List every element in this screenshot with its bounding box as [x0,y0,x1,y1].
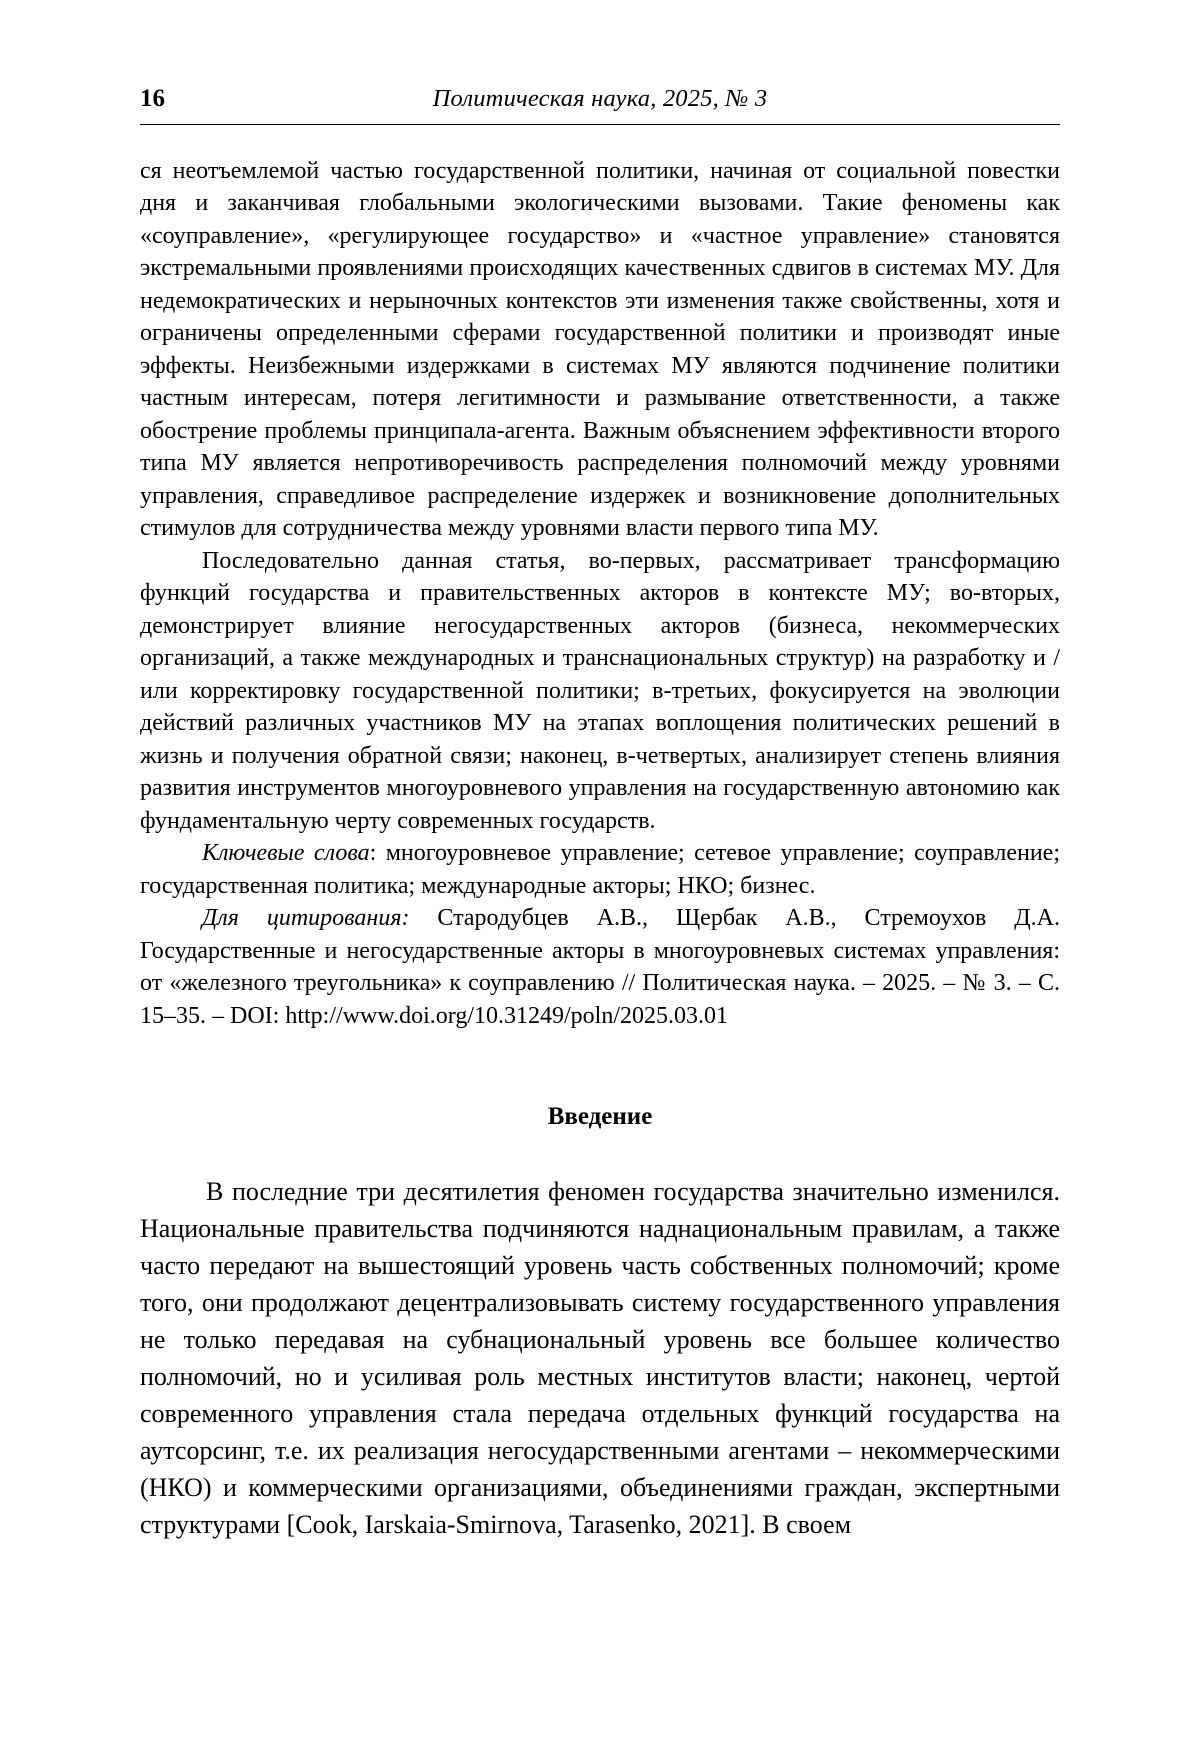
introduction-paragraph: В последние три десятилетия феномен государства значительно изменился. Национальные правительства подчиняются наднациональным правилам, а также часто передают на вышестоящий уровень часть собственных полномочий; кроме того, они продолжают децентрализовывать систему государственного управления не только передавая на субнациональный уровень все большее количество полномочий, но и усиливая роль местных институтов власти; наконец, чертой современного управления стала передача отдельных функций государства на аутсорсинг, т.е. их реализация негосударственными агентами – некоммерческими (НКО) и коммерческими организациями, объединениями граждан, экспертными структурами [Cook, Iarskaia-Smirnova, Tarasenko, 2021]. В своем [140,1177,1060,1539]
header-divider [140,124,1060,125]
page-number: 16 [140,85,165,112]
introduction-section [140,1174,1060,1543]
keywords-label: Ключевые слова [202,840,370,867]
keywords-text: : многоуровневое управление; сетевое управление; соуправление; государственная политика; международные акторы; НКО; бизнес. [140,840,1060,899]
paragraph-article-structure: Последовательно данная статья, во-первых, рассматривает трансформацию функций государства и правительственных акторов в контексте МУ; во-вторых, демонстрирует влияние негосударственных акторов (бизнеса, некоммерческих организаций, а также международных и транснациональных структур) на разработку и / или корректировку государственной политики; в-третьих, фокусируется на эволюции действий различных участников МУ на этапах воплощения политических решений в жизнь и получения обратной связи; наконец, в-четвертых, анализирует степень влияния развития инструментов многоуровневого управления на государственную автономию как фундаментальную черту современных государств. [140,547,1060,834]
paragraph-continued: ся неотъемлемой частью государственной политики, начиная от социальной повестки дня и заканчивая глобальными экологическими вызовами. Такие феномены как «соуправление», «регулирующее государство» и «частное управление» становятся экстремальными проявлениями происходящих качественных сдвигов в системах МУ. Для недемократических и нерыночных контекстов эти изменения также свойственны, хотя и ограничены определенными сферами государственной политики и производят иные эффекты. Неизбежными издержками в системах МУ являются подчинение политики частным интересам, потеря легитимности и размывание ответственности, а также обострение проблемы принципала-агента. Важным объяснением эффективности второго типа МУ является непротиворечивость распределения полномочий между уровнями управления, справедливое распределение издержек и возникновение дополнительных стимулов для сотрудничества между уровнями власти первого типа МУ. [140,157,1060,542]
citation-paragraph [140,902,1060,1032]
section-heading-introduction: Введение [547,1103,653,1131]
page-header [140,86,1060,118]
running-title: Политическая наука, 2025, № 3 [432,85,768,112]
page-body [140,155,1060,1544]
keywords-paragraph [140,837,1060,902]
citation-text: Стародубцев А.В., Щербак А.В., Стремоухов Д.А. Государственные и негосударственные акторы в многоуровневых системах управления: от «железного треугольника» к соуправлению // Политическая наука. – 2025. – № 3. – С. 15–35. – DOI: http://www.doi.org/10.31249/poln/2025.03.01 [140,905,1061,1029]
citation-label: Для цитирования: [202,905,410,932]
